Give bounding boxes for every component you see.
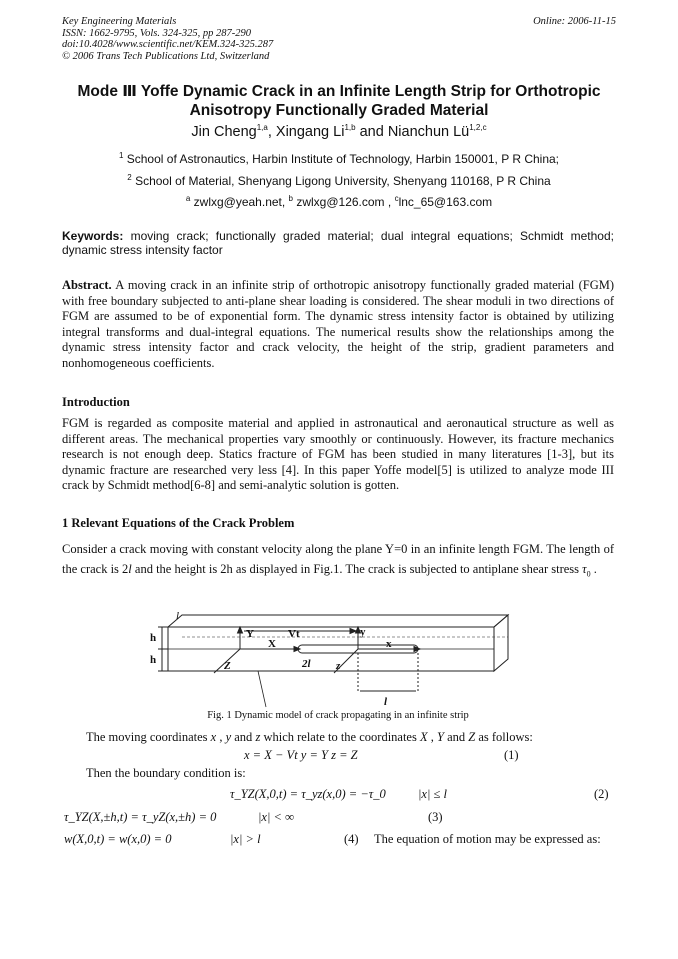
author-affiliation-mark: 1,b	[344, 123, 356, 133]
email-mark: a	[185, 194, 191, 203]
fig-label-y: y	[360, 626, 366, 638]
boundary-condition-intro: Then the boundary condition is:	[86, 766, 246, 780]
journal-name: Key Engineering Materials	[62, 16, 177, 27]
abstract	[62, 278, 614, 371]
paragraph-text: and the height is 2h as displayed in Fig.1. The crack is subjected to antiplane shear stress	[131, 561, 583, 576]
equation-4-number: (4)	[344, 832, 359, 846]
email-link[interactable]: zwlxg@yeah.net,	[190, 195, 289, 209]
body-text: which relate to the coordinates	[260, 730, 420, 744]
affiliation-text: School of Astronautics, Harbin Institute of Technology, Harbin 150001, P R China;	[123, 152, 560, 166]
math-symbol: Y	[437, 730, 444, 744]
fig-label-x: x	[386, 638, 392, 650]
affiliation-1	[40, 152, 638, 166]
math-symbol: Z	[468, 730, 476, 744]
equation-2-condition: |x| ≤ l	[418, 787, 448, 801]
equation-4-condition: |x| > l	[230, 832, 261, 846]
title-line-2: Anisotropy Functionally Graded Material	[189, 102, 489, 119]
author-emails	[40, 195, 638, 209]
math-symbol: y	[225, 730, 232, 744]
copyright-line: © 2006 Trans Tech Publications Ltd, Switzerland	[62, 50, 270, 62]
abstract-text: A moving crack in an infinite strip of orthotropic anisotropy functionally graded material (FGM) with free boundary subjected to anti-plane shear loading is considered. The shear moduli in two directions of FGM are assumed to be of exponential form. The dynamic stress intensity factor is obtained by utilizing integral transforms and dual-integral equations. The numerical results show the relationships among the dynamic stress intensity factor and crack velocity, the height of the strip, gradient parameters and nonhomogeneous coefficients.	[62, 278, 614, 370]
affiliation-2	[40, 174, 638, 188]
affiliation-text: School of Material, Shenyang Ligong University, Shenyang 110168, P R China	[131, 174, 551, 188]
fig-label-2l: 2l	[302, 658, 311, 670]
keywords-label: Keywords:	[62, 229, 124, 243]
body-text: ,	[427, 730, 437, 744]
section-1-paragraph	[62, 540, 614, 584]
paragraph-text: .	[590, 561, 597, 576]
introduction-text: FGM is regarded as composite material and applied in astronautical and aeronautical structure as well as different areas. The mechanical properties vary smoothly or continuously. However, its fracture mechanics research is not enough deep. Statics fracture of FGM has been studied in many literatures [1-3], but its dynamic fracture are researched very less [4]. In this paper Yoffe model[5] is utilized to analyze mode III crack by Schmidt method[6-8] and semi-analytic solution is gotten.	[62, 416, 614, 492]
fig-label-Z: Z	[224, 660, 231, 672]
equation-2: τ_YZ(X,0,t) = τ_yz(x,0) = −τ_0	[230, 787, 386, 801]
email-link[interactable]: lnc_65@163.com	[398, 195, 493, 209]
x-arrowhead	[414, 647, 420, 652]
author-affiliation-mark: 1,a	[256, 123, 268, 133]
online-date: Online: 2006-11-15	[533, 16, 616, 27]
fig-label-z: z	[336, 660, 341, 672]
math-symbol: τ	[582, 561, 587, 576]
fig-label-h: h	[150, 654, 157, 666]
equation-of-motion-intro: The equation of motion may be expressed as:	[374, 832, 601, 846]
email-mark: c	[394, 194, 399, 203]
fig-label-X: X	[268, 638, 276, 650]
crack-strip-figure	[148, 609, 530, 709]
author-affiliation-mark: 1,2,c	[469, 123, 487, 133]
equation-3-number: (3)	[428, 810, 443, 824]
section-1-heading: 1 Relevant Equations of the Crack Problem	[62, 516, 295, 530]
strip-right-face	[494, 615, 508, 671]
body-text: The moving coordinates	[86, 730, 211, 744]
body-text: and	[443, 730, 469, 744]
keywords-text: moving crack; functionally graded material; dual integral equations; Schmidt method; dynamic stress intensity factor	[62, 229, 614, 257]
paragraph-text: Consider a crack moving with constant velocity along the plane Y=0 in an infinite length FGM. The length of the crack is 2	[62, 542, 614, 576]
body-text: as follows:	[475, 730, 533, 744]
email-link[interactable]: zwlxg@126.com ,	[293, 195, 395, 209]
leader-line	[258, 671, 266, 707]
equation-4: w(X,0,t) = w(x,0) = 0	[64, 832, 172, 846]
keywords	[62, 230, 614, 257]
math-symbol: X	[419, 730, 428, 744]
affiliation-mark: 2	[127, 173, 132, 182]
author-name: Xingang Li	[275, 124, 345, 140]
issn-line: ISSN: 1662-9795, Vols. 324-325, pp 287-290	[62, 27, 251, 39]
math-symbol: x	[210, 730, 217, 744]
body-text: ,	[216, 730, 226, 744]
strip-top-face	[168, 615, 508, 627]
Y-arrowhead	[238, 627, 243, 633]
body-text: and	[231, 730, 256, 744]
equation-1-number: (1)	[504, 748, 519, 762]
fig-label-Vt: Vt	[288, 628, 300, 640]
math-subscript: 0	[586, 569, 591, 578]
math-symbol: l	[128, 561, 132, 576]
author-separator: ,	[267, 124, 276, 140]
paper-title	[40, 82, 638, 120]
author-list	[40, 124, 638, 140]
author-name: Jin Cheng	[191, 124, 257, 140]
fig-label-l-bottom: l	[384, 696, 388, 708]
abstract-label: Abstract.	[62, 278, 112, 292]
introduction-heading: Introduction	[62, 395, 130, 409]
author-name: Nianchun Lü	[387, 124, 470, 140]
equation-3: τ_YZ(X,±h,t) = τ_yZ(x,±h) = 0	[64, 810, 217, 824]
fig-label-h: h	[150, 632, 157, 644]
equation-1: x = X − Vt y = Y z = Z	[244, 748, 358, 762]
title-line-1: Mode Ⅲ Yoffe Dynamic Crack in an Infinite Length Strip for Orthotropic	[77, 83, 601, 100]
figure-caption: Fig. 1 Dynamic model of crack propagating in an infinite strip	[207, 710, 469, 721]
equation-3-condition: |x| < ∞	[258, 810, 295, 824]
doi-line: doi:10.4028/www.scientific.net/KEM.324-325.287	[62, 39, 274, 50]
moving-coordinates-line	[86, 730, 533, 745]
equation-2-number: (2)	[594, 787, 609, 801]
affiliation-mark: 1	[118, 151, 124, 160]
fig-label-l-top: l	[176, 610, 180, 622]
author-separator: and	[355, 124, 388, 140]
math-symbol: z	[255, 730, 261, 744]
journal-header	[62, 16, 616, 62]
email-mark: b	[288, 194, 293, 203]
fig-label-Y: Y	[246, 628, 254, 640]
